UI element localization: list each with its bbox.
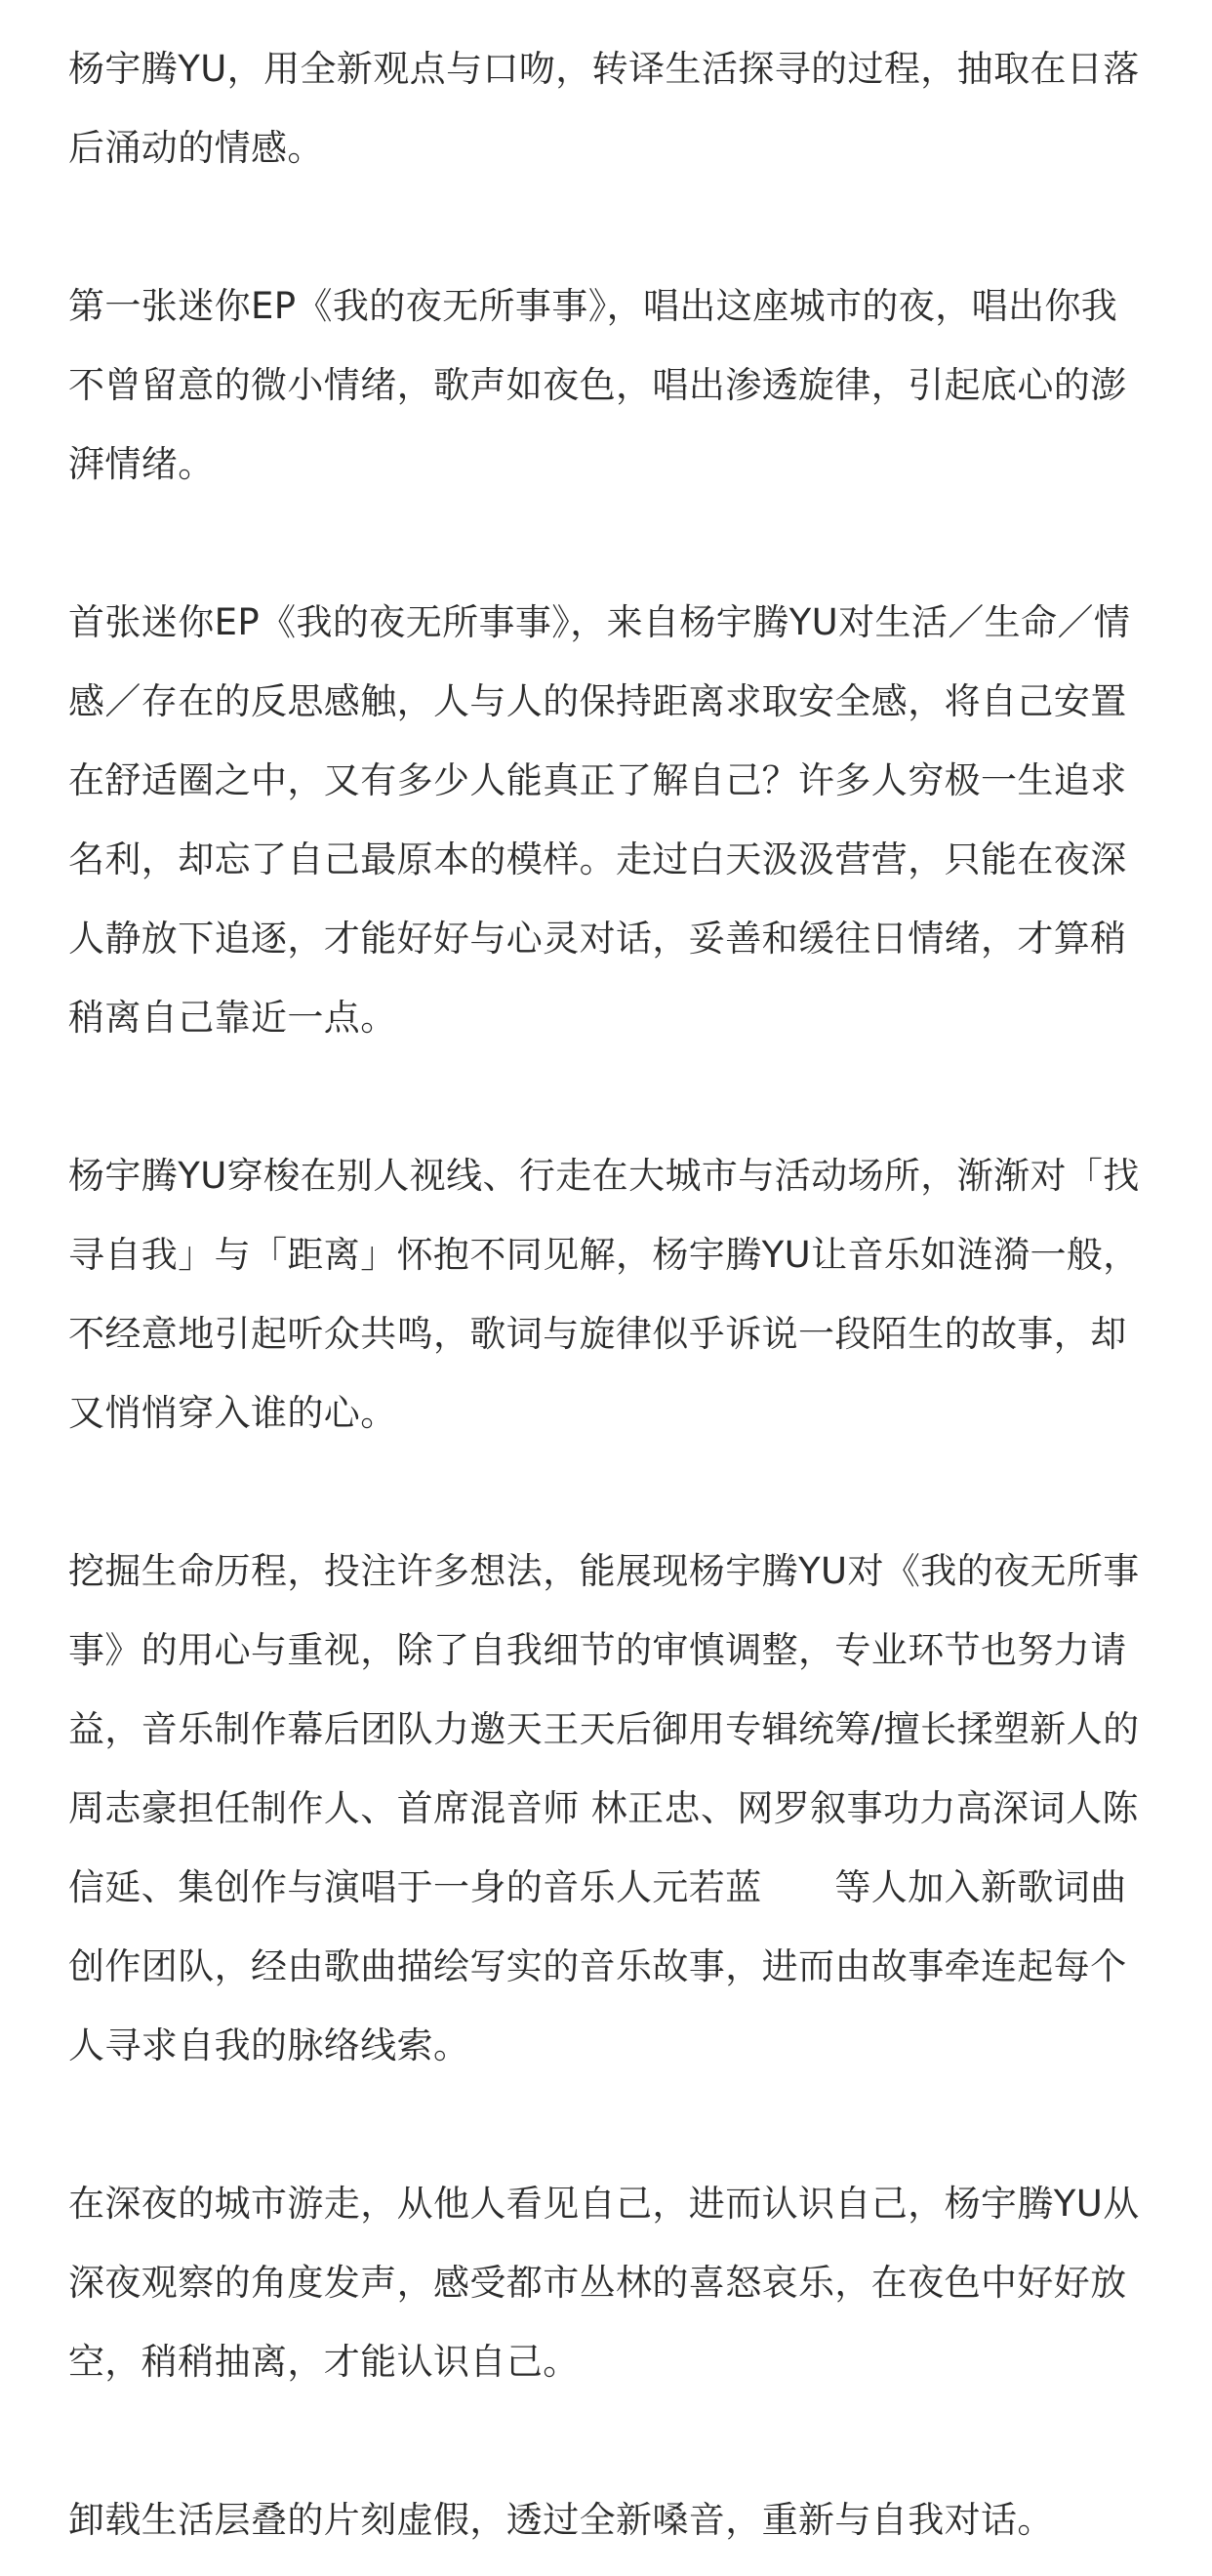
article-paragraph-intro: 杨宇腾YU，用全新观点与口吻，转译生活探寻的过程，抽取在日落后涌动的情感。 — [68, 48, 1140, 169]
article-paragraph-city-distance: 杨宇腾YU穿梭在别人视线、行走在大城市与活动场所，渐渐对「找寻自我」与「距离」怀抱不同见解，杨宇腾YU让音乐如涟漪一般，不经意地引起听众共鸣，歌词与旋律似乎诉说一段陌生的故事，却又悄悄穿入谁的心。 — [68, 1155, 1140, 1434]
article-paragraph-first-ep: 第一张迷你EP《我的夜无所事事》，唱出这座城市的夜，唱出你我不曾留意的微小情绪，歌声如夜色，唱出渗透旋律，引起底心的澎湃情绪。 — [68, 285, 1127, 485]
article-paragraph-night-city: 在深夜的城市游走，从他人看见自己，进而认识自己，杨宇腾YU从深夜观察的角度发声，感受都市丛林的喜怒哀乐，在夜色中好好放空，稍稍抽离，才能认识自己。 — [68, 2183, 1140, 2383]
article-body — [68, 29, 1146, 2559]
article-paragraph-production-team: 挖掘生命历程，投注许多想法，能展现杨宇腾YU对《我的夜无所事事》的用心与重视，除了自我细节的审慎调整，专业环节也努力请益，音乐制作幕后团队力邀天王天后御用专辑统筹/擅长揉塑新人的周志豪担任制作人、首席混音师 林正忠、网罗叙事功力高深词人陈信延、集创作与演唱于一身的音乐人元若蓝 等人加入新歌词曲创作团队，经由歌曲描绘写实的音乐故事，进而由故事牵连起每个人寻求自我的脉络线索。 — [68, 1550, 1140, 2066]
article-paragraph-reflection: 首张迷你EP《我的夜无所事事》，来自杨宇腾YU对生活／生命／情感／存在的反思感触，人与人的保持距离求取安全感，将自己安置在舒适圈之中，又有多少人能真正了解自己？许多人穷极一生追求名利，却忘了自己最原本的模样。走过白天汲汲营营，只能在夜深人静放下追逐，才能好好与心灵对话，妥善和缓往日情绪，才算稍稍离自己靠近一点。 — [68, 601, 1131, 1039]
article-paragraph-closing: 卸载生活层叠的片刻虚假，透过全新嗓音，重新与自我对话。 — [68, 2499, 1054, 2541]
